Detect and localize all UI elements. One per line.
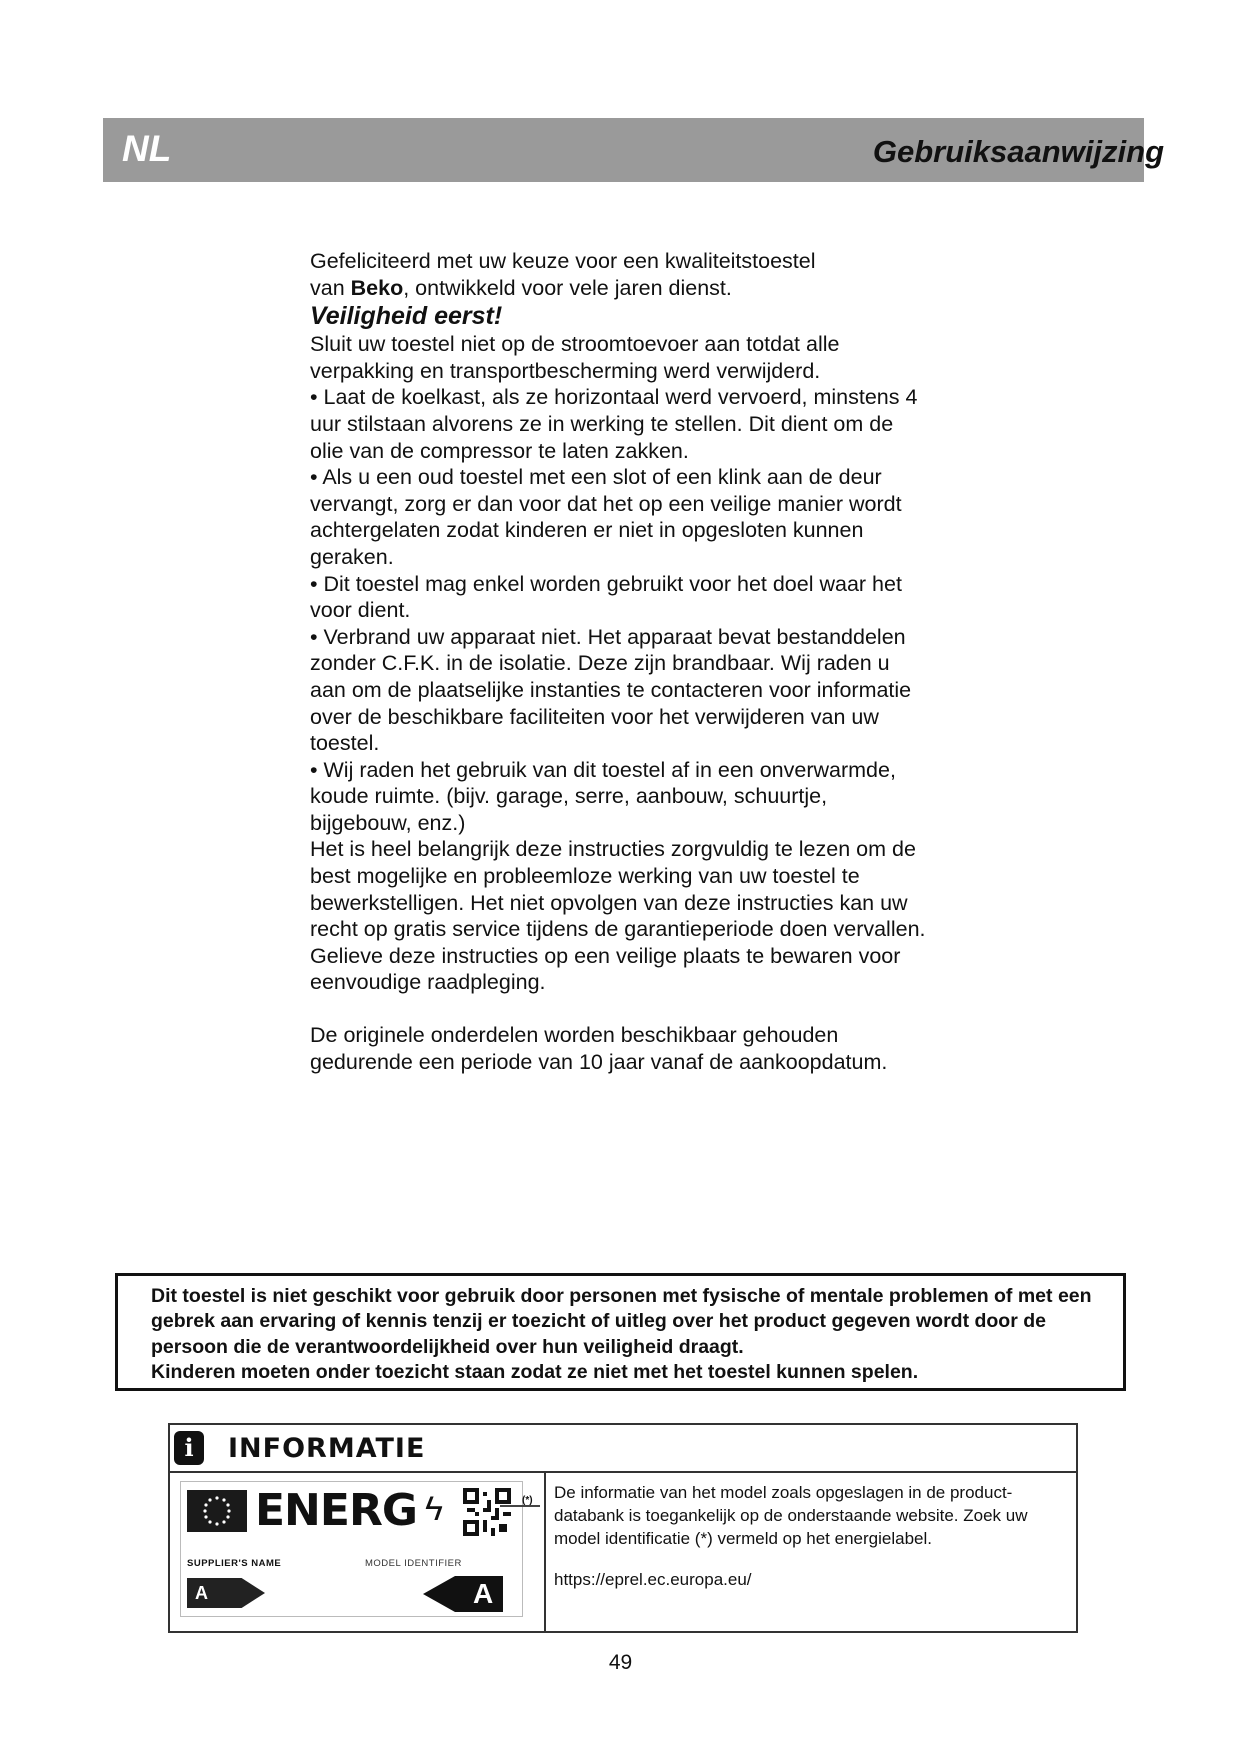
language-code: NL [122,128,172,169]
model-identifier-label: MODEL IDENTIFIER [365,1558,462,1569]
intro-line-2-prefix: van [310,275,351,300]
intro-line-2-suffix: , ontwikkeld voor vele jaren dienst. [403,275,732,300]
energy-word: ENERG [255,1485,417,1536]
energy-label-illustration [180,1481,523,1617]
safety-bullet-lock: • Als u een oud toestel met een slot of een klink aan de deur vervangt, zorg er dan voor dat het op een veilige manier wordt achtergelaten zodat kinderen er niet in opgesloten kunnen geraken. [310,465,902,569]
page-number: 49 [608,1651,633,1674]
supplier-name-label: SUPPLIER'S NAME [187,1558,282,1569]
model-pointer-line [500,1505,540,1507]
spare-parts-paragraph: De originele onderdelen worden beschikbaar gehouden gedurende een periode van 10 jaar vanaf de aankoopdatum. [310,1023,888,1074]
document-title: Gebruiksaanwijzing [872,134,1164,169]
safety-bullet-transport: • Laat de koelkast, als ze horizontaal werd vervoerd, minstens 4 uur stilstaan alvorens ze in werking te stellen. Dit dient om de olie van de compressor te laten zakken. [310,385,918,463]
info-description [554,1481,1064,1591]
warning-paragraph-2: Kinderen moeten onder toezicht staan zodat ze niet met het toestel kunnen spelen. [151,1361,919,1384]
eprel-link[interactable]: https://eprel.ec.europa.eu/ [554,1570,752,1589]
main-content [310,248,930,1075]
model-pointer-mark: (*) [522,1495,533,1506]
safety-heading: Veiligheid eerst! [310,302,503,331]
qr-code-icon [463,1488,511,1536]
intro-line-1: Gefeliciteerd met uw keuze voor een kwaliteitstoestel [310,249,816,273]
safety-paragraph-instructions: Het is heel belangrijk deze instructies zorgvuldig te lezen om de best mogelijke en probleemloze werking van uw toestel te bewerkstelligen. Het niet opvolgen van deze instructies kan uw recht op gratis service tijdens de garantieperiode doen vervallen. [310,837,926,942]
warning-paragraph-1: Dit toestel is niet geschikt voor gebruik door personen met fysische of mentale problemen of met een gebrek aan ervaring of kennis tenzij er toezicht of uitleg over het product gegeven wordt door de persoon die de verantwoordelijkheid over hun veiligheid draagt. [151,1285,1092,1358]
intro-paragraph [310,248,930,301]
info-text: De informatie van het model zoals opgeslagen in de product-databank is toegankelijk op de onderstaande website. Zoek uw model identificatie (*) vermeld op het energielabel. [554,1483,1028,1548]
safety-bullet-cold-room: • Wij raden het gebruik van dit toestel af in een onverwarmde, koude ruimte. (bijv. garage, serre, aanbouw, schuurtje, bijgebouw, enz.) [310,757,896,835]
safety-paragraph: Sluit uw toestel niet op de stroomtoevoer aan totdat alle verpakking en transportbescherming werd verwijderd. [310,332,840,383]
info-panel-header [170,1425,1076,1473]
info-panel [168,1423,1078,1633]
safety-bullet-purpose: • Dit toestel mag enkel worden gebruikt voor het doel waar het voor dient. [310,571,902,623]
energy-class-scale-letter: A [195,1583,208,1603]
brand-name: Beko [350,275,404,300]
info-divider [544,1473,546,1631]
lightning-bolt-icon: ϟ [425,1490,443,1528]
safety-bullet-disposal: • Verbrand uw apparaat niet. Het apparaat bevat bestanddelen zonder C.F.K. in de isolatie. Deze zijn brandbaar. Wij raden u aan om de plaatselijke instanties te contacteren voor informatie over de beschikbare faciliteiten voor het verwijderen van uw toestel. [310,624,912,756]
warning-box [115,1273,1126,1391]
eu-flag-icon [187,1490,247,1532]
energy-class-indicator-letter: A [473,1578,494,1609]
info-icon: i [174,1431,204,1465]
safety-paragraph-keep: Gelieve deze instructies op een veilige plaats te bewaren voor eenvoudige raadpleging. [310,943,901,995]
info-title: INFORMATIE [228,1433,426,1464]
